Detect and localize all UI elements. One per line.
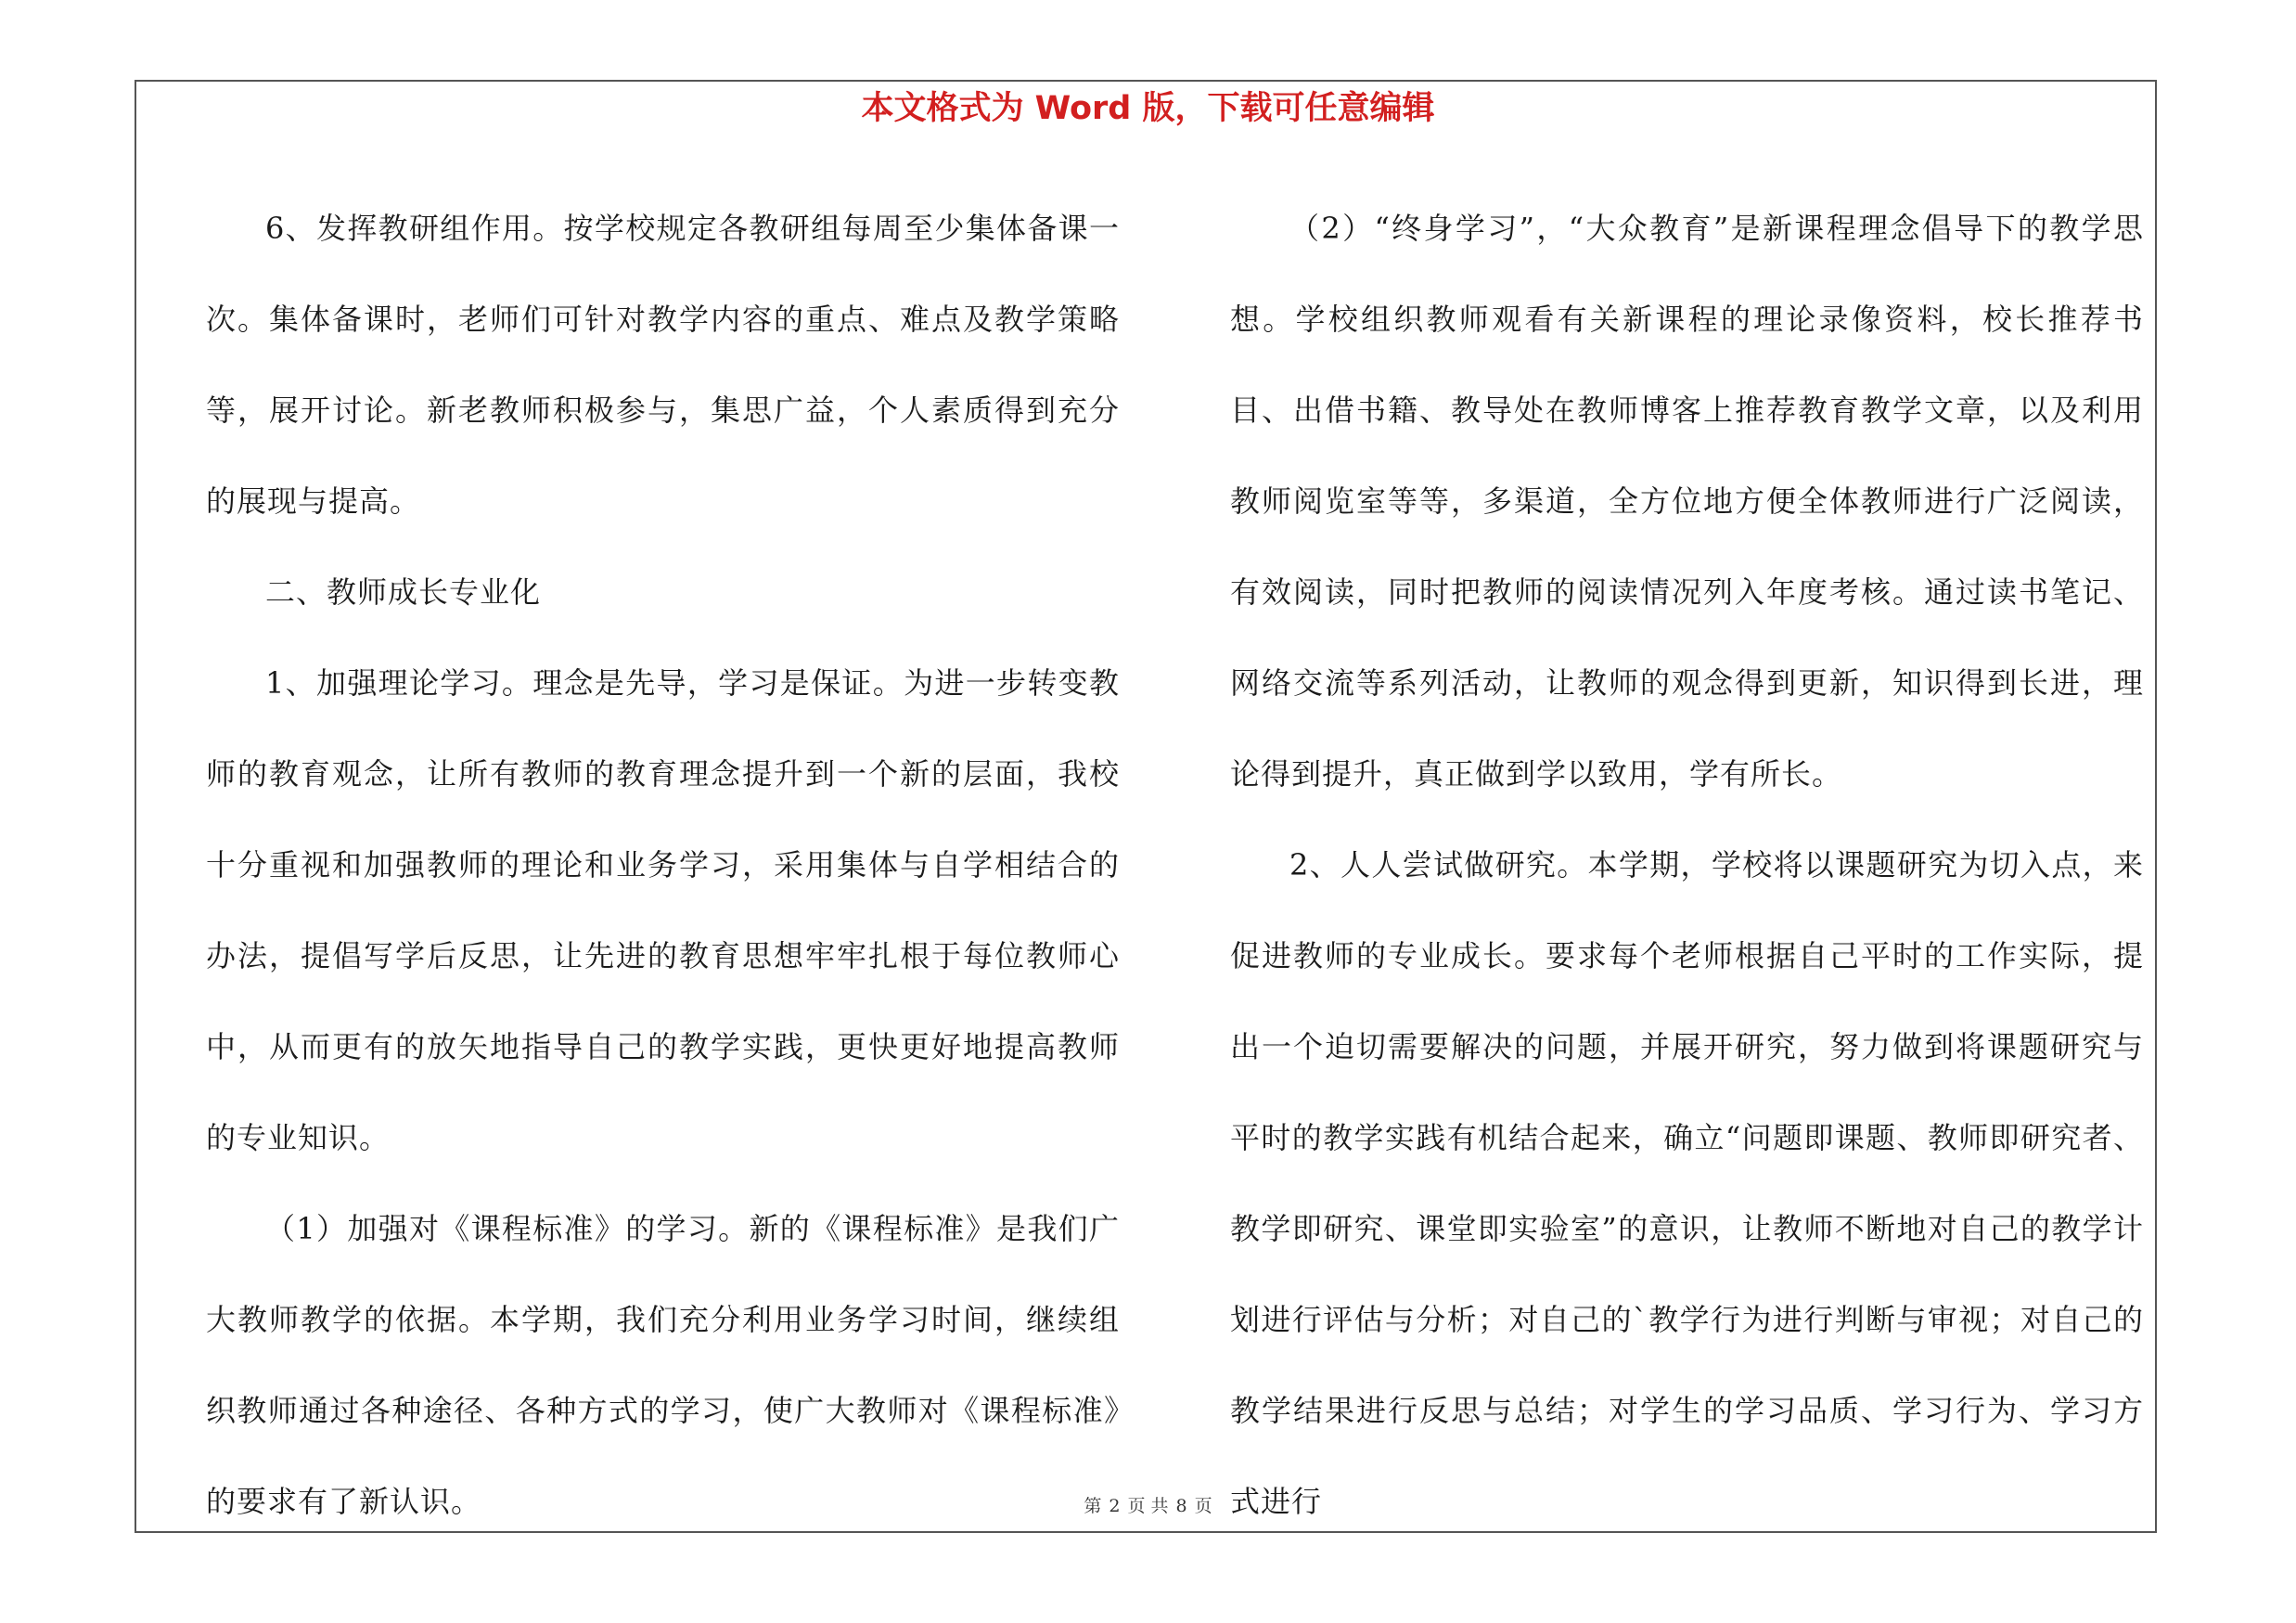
footer-suffix: 页: [1194, 1496, 1212, 1516]
paragraph-research-attempt: 2、人人尝试做研究。本学期，学校将以课题研究为切入点，来促进教师的专业成长。要求每个老师根据自己平时的工作实际，提出一个迫切需要解决的问题，并展开研究，努力做到将课题研究与平时的教学实践有机结合起来，确立“问题即课题、教师即研究者、教学即研究、课堂即实验室”的意识，让教师不断地对自己的教学计划进行评估与分析；对自己的`教学行为进行判断与审视；对自己的教学结果进行反思与总结；对学生的学习品质、学习行为、学习方式进行: [1230, 847, 2144, 1519]
paragraph-curriculum-standards: （1）加强对《课程标准》的学习。新的《课程标准》是我们广大教师教学的依据。本学期，我们充分利用业务学习时间，继续组织教师通过各种途径、各种方式的学习，使广大教师对《课程标准》的要求有了新认识。: [206, 1211, 1120, 1519]
left-column: [206, 183, 1120, 1547]
footer-middle: 页 共: [1127, 1496, 1169, 1516]
current-page-number: 2: [1109, 1496, 1121, 1516]
right-column: [1230, 183, 2144, 1547]
paragraph-theory-study: 1、加强理论学习。理念是先导，学习是保证。为进一步转变教师的教育观念，让所有教师的教育理念提升到一个新的层面，我校十分重视和加强教师的理论和业务学习，采用集体与自学相结合的办法，提倡写学后反思，让先进的教育思想牢牢扎根于每位教师心中，从而更有的放矢地指导自己的教学实践，更快更好地提高教师的专业知识。: [206, 665, 1120, 1155]
page-number-footer: [0, 1494, 2296, 1518]
footer-prefix: 第: [1084, 1496, 1102, 1516]
paragraph-lifelong-learning: （2）“终身学习”，“大众教育”是新课程理念倡导下的教学思想。学校组织教师观看有关新课程的理论录像资料，校长推荐书目、出借书籍、教导处在教师博客上推荐教育教学文章，以及利用教师阅览室等等，多渠道，全方位地方便全体教师进行广泛阅读，有效阅读，同时把教师的阅读情况列入年度考核。通过读书笔记、网络交流等系列活动，让教师的观念得到更新，知识得到长进，理论得到提升，真正做到学以致用，学有所长。: [1230, 211, 2144, 792]
paragraph-teaching-group: 6、发挥教研组作用。按学校规定各教研组每周至少集体备课一次。集体备课时，老师们可针对教学内容的重点、难点及教学策略等，展开讨论。新老教师积极参与，集思广益，个人素质得到充分的展现与提高。: [206, 211, 1120, 519]
section-heading-teacher-growth: 二、教师成长专业化: [265, 574, 542, 610]
total-page-count: 8: [1175, 1496, 1187, 1516]
format-notice-banner: 本文格式为 Word 版，下载可任意编辑: [861, 90, 1435, 127]
